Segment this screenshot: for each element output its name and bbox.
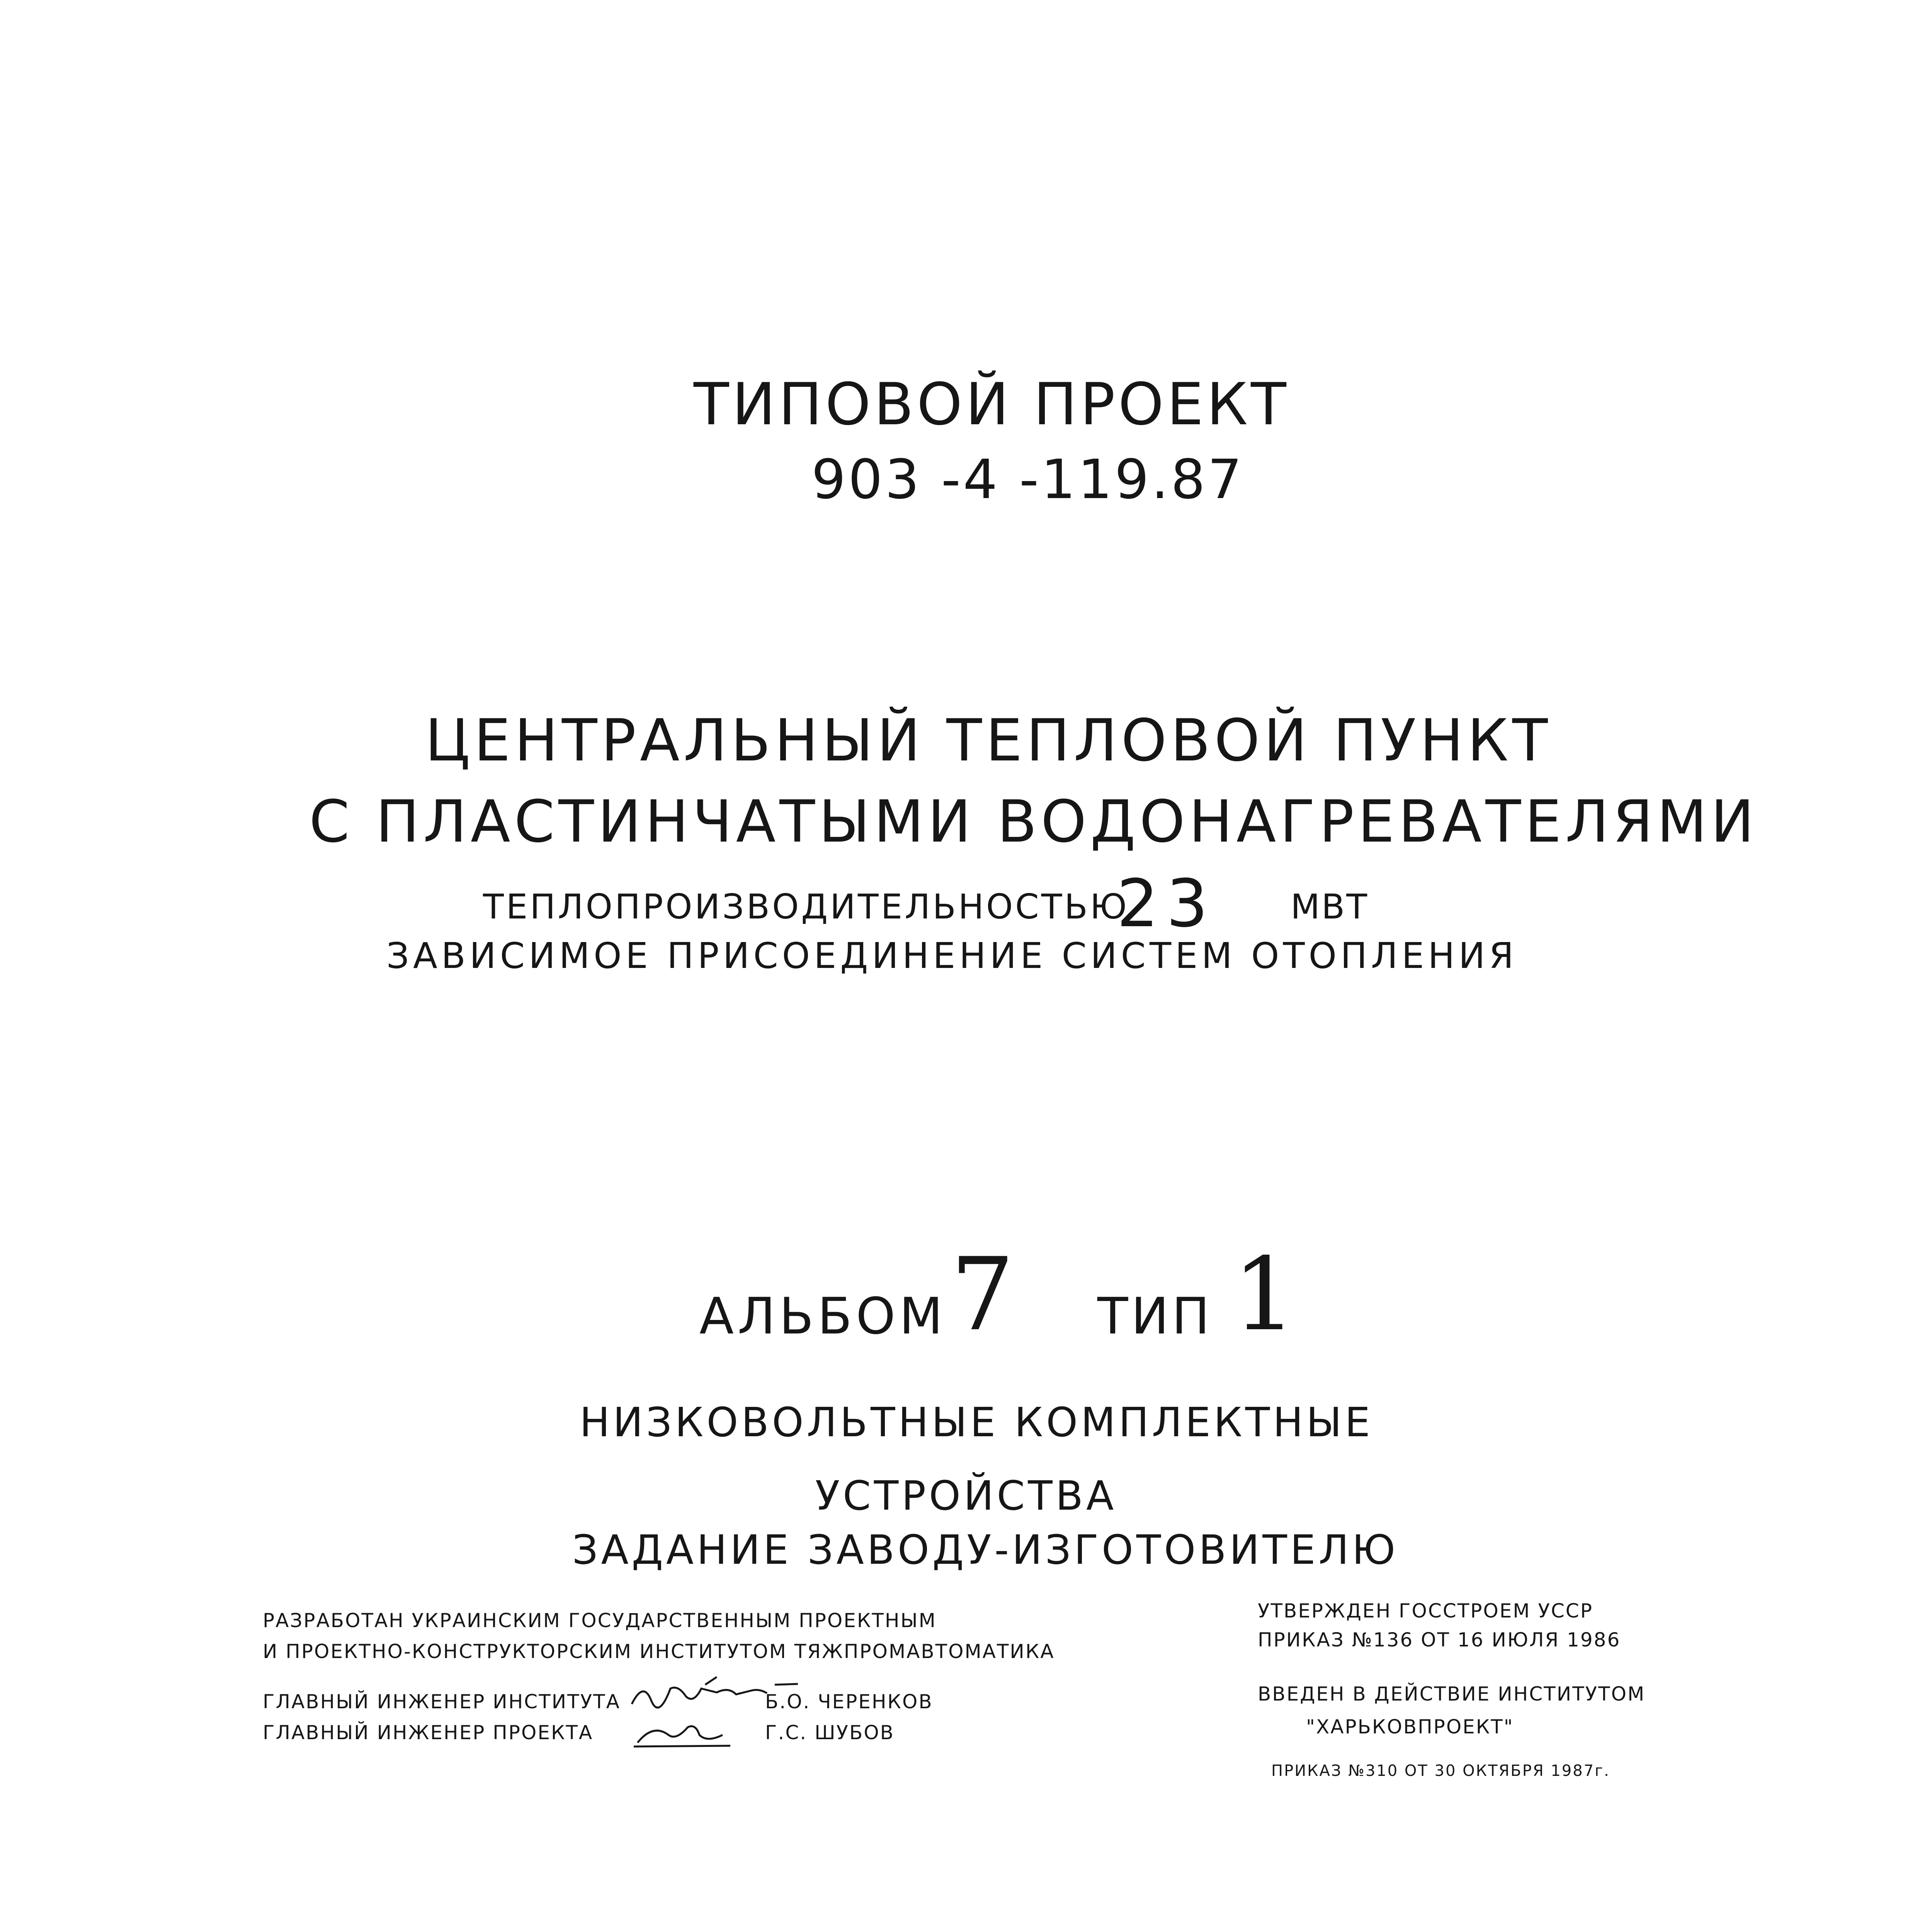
capacity-row — [483, 866, 1449, 943]
developer-line-2: И ПРОЕКТНО-КОНСТРУКТОРСКИМ ИНСТИТУТОМ ТЯЖПРОМАВТОМАТИКА — [263, 1640, 1055, 1663]
approved-line-1: УТВЕРЖДЕН ГОССТРОЕМ УССР — [1258, 1600, 1593, 1622]
chief-engineer-project-name: Г.С. ШУБОВ — [765, 1721, 895, 1744]
chief-engineer-project-label: ГЛАВНЫЙ ИНЖЕНЕР ПРОЕКТА — [263, 1721, 594, 1744]
subtitle-line-2: УСТРОЙСТВА — [815, 1472, 1117, 1519]
chief-engineer-institute-name: Б.О. ЧЕРЕНКОВ — [765, 1690, 933, 1713]
album-number: 7 — [951, 1236, 1015, 1353]
introduced-line-1: ВВЕДЕН В ДЕЙСТВИЕ ИНСТИТУТОМ — [1258, 1683, 1646, 1705]
album-type-row — [696, 1236, 1314, 1360]
introduced-line-3: ПРИКАЗ №310 ОТ 30 ОКТЯБРЯ 1987г. — [1271, 1762, 1610, 1780]
type-label: ТИП — [1097, 1287, 1213, 1345]
capacity-label: ТЕПЛОПРОИЗВОДИТЕЛЬНОСТЬЮ — [483, 887, 1129, 927]
project-label: ТИПОВОЙ ПРОЕКТ — [694, 371, 1289, 438]
capacity-value: 23 — [1117, 866, 1216, 942]
title-line-1: ЦЕНТРАЛЬНЫЙ ТЕПЛОВОЙ ПУНКТ — [425, 707, 1552, 774]
subtitle-line-3: ЗАДАНИЕ ЗАВОДУ-ИЗГОТОВИТЕЛЮ — [572, 1526, 1399, 1573]
approved-line-2: ПРИКАЗ №136 ОТ 16 ИЮЛЯ 1986 — [1258, 1629, 1621, 1651]
signature-chief-engineer-institute — [628, 1673, 802, 1716]
title-line-2: С ПЛАСТИНЧАТЫМИ ВОДОНАГРЕВАТЕЛЯМИ — [309, 788, 1758, 855]
project-number: 903 -4 -119.87 — [811, 448, 1245, 511]
connection-type: ЗАВИСИМОЕ ПРИСОЕДИНЕНИЕ СИСТЕМ ОТОПЛЕНИЯ — [386, 935, 1518, 976]
chief-engineer-institute-label: ГЛАВНЫЙ ИНЖЕНЕР ИНСТИТУТА — [263, 1690, 621, 1713]
capacity-unit: МВТ — [1291, 887, 1369, 927]
type-number: 1 — [1233, 1236, 1297, 1353]
album-label: АЛЬБОМ — [699, 1287, 947, 1345]
signature-chief-engineer-project — [630, 1712, 738, 1754]
developer-line-1: РАЗРАБОТАН УКРАИНСКИМ ГОСУДАРСТВЕННЫМ ПРОЕКТНЫМ — [263, 1609, 937, 1632]
introduced-line-2: "ХАРЬКОВПРОЕКТ" — [1306, 1716, 1514, 1738]
subtitle-line-1: НИЗКОВОЛЬТНЫЕ КОМПЛЕКТНЫЕ — [580, 1399, 1373, 1446]
